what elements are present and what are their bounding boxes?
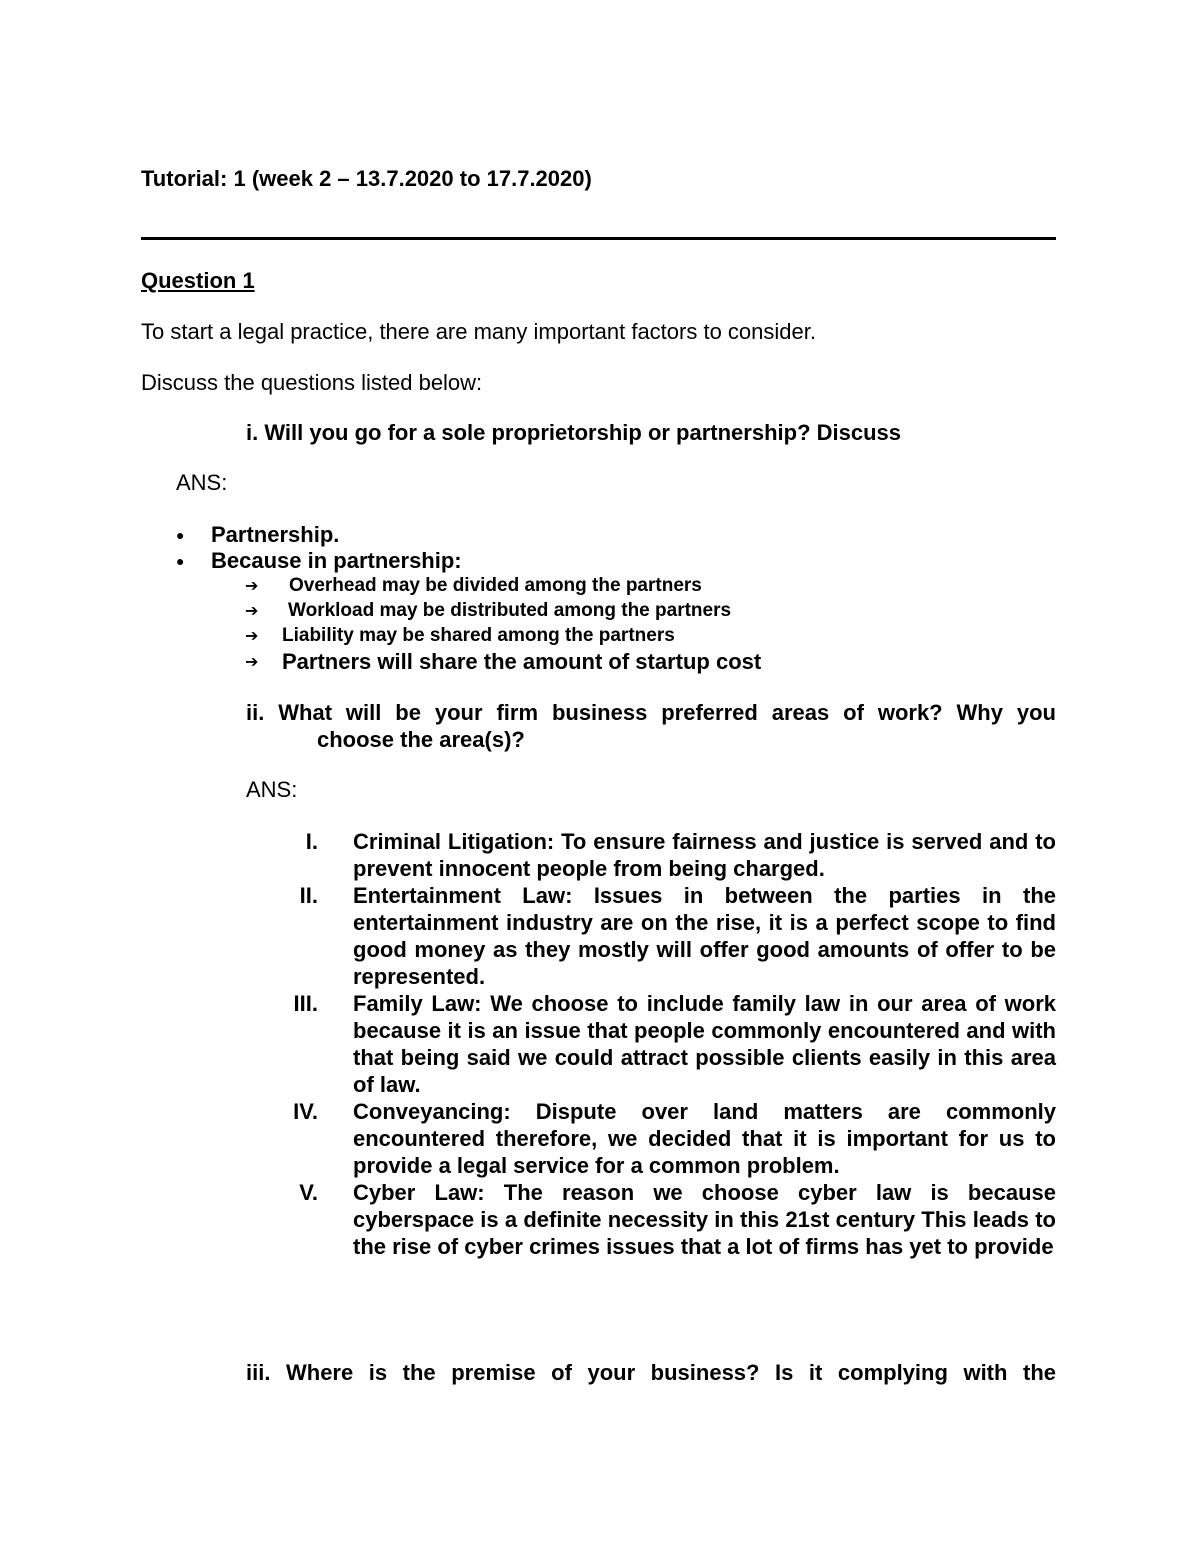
reason-item xyxy=(245,575,702,597)
reason-item xyxy=(245,600,731,622)
list-item-text: Cyber Law: The reason we choose cyber law is because cyberspace is a definite necessity in this 21st century This leads to the rise of cyber crimes issues that a lot of firms has yet to provide xyxy=(353,1180,1056,1259)
sub-question-ii xyxy=(246,699,1056,753)
list-item-text: Conveyancing: Dispute over land matters are commonly encountered therefore, we decided that it is important for us to provide a legal service for a common problem. xyxy=(353,1099,1056,1178)
answer-label-i: ANS: xyxy=(176,470,228,495)
list-item-number: II. xyxy=(299,883,318,908)
list-item-number: I. xyxy=(305,829,318,854)
bullet-icon: ● xyxy=(176,527,185,543)
list-item xyxy=(246,882,1056,990)
sub-question-ii-line2: choose the area(s)? xyxy=(317,727,525,752)
question-intro: To start a legal practice, there are many important factors to consider. xyxy=(141,319,816,344)
reason-text: Liability may be shared among the partners xyxy=(282,625,675,646)
list-item xyxy=(246,1179,1056,1260)
question-instruction: Discuss the questions listed below: xyxy=(141,370,483,395)
horizontal-rule xyxy=(141,237,1056,240)
reason-item xyxy=(245,649,761,675)
reason-item xyxy=(245,625,675,647)
arrow-icon: ➔ xyxy=(245,628,259,645)
bullet-icon: ● xyxy=(176,553,185,569)
sub-question-ii-line1: ii. What will be your firm business preferred areas of work? Why you xyxy=(246,700,1056,725)
reason-text: Workload may be distributed among the partners xyxy=(288,600,732,621)
areas-list xyxy=(246,828,1056,1260)
list-item-text: Entertainment Law: Issues in between the parties in the entertainment industry are on the rise, it is a perfect scope to find good money as they mostly will offer good amounts of offer to be represented. xyxy=(353,883,1056,989)
list-item-number: III. xyxy=(293,991,318,1016)
bullet-item xyxy=(176,522,339,548)
answer-label-ii: ANS: xyxy=(246,777,298,802)
arrow-icon: ➔ xyxy=(245,578,259,595)
reason-text: Overhead may be divided among the partners xyxy=(289,575,702,596)
list-item xyxy=(246,1098,1056,1179)
list-item xyxy=(246,990,1056,1098)
list-item-number: V. xyxy=(299,1180,318,1205)
list-item-text: Family Law: We choose to include family law in our area of work because it is an issue that people commonly encountered and with that being said we could attract possible clients easily in this area of law. xyxy=(353,991,1056,1097)
sub-question-iii: iii. Where is the premise of your business? Is it complying with the xyxy=(246,1360,1056,1385)
bullet-text: Partnership. xyxy=(211,522,340,547)
list-item xyxy=(246,828,1056,882)
list-item-number: IV. xyxy=(293,1099,318,1124)
sub-question-i: i. Will you go for a sole proprietorship or partnership? Discuss xyxy=(246,420,902,445)
arrow-icon: ➔ xyxy=(245,654,259,671)
arrow-icon: ➔ xyxy=(245,603,259,620)
question-heading: Question 1 xyxy=(141,268,255,293)
bullet-text: Because in partnership: xyxy=(211,548,462,573)
bullet-item xyxy=(176,548,462,574)
document-title: Tutorial: 1 (week 2 – 13.7.2020 to 17.7.2020) xyxy=(141,166,592,191)
list-item-text: Criminal Litigation: To ensure fairness and justice is served and to prevent innocent people from being charged. xyxy=(353,829,1056,881)
reason-text: Partners will share the amount of startup cost xyxy=(282,649,762,674)
